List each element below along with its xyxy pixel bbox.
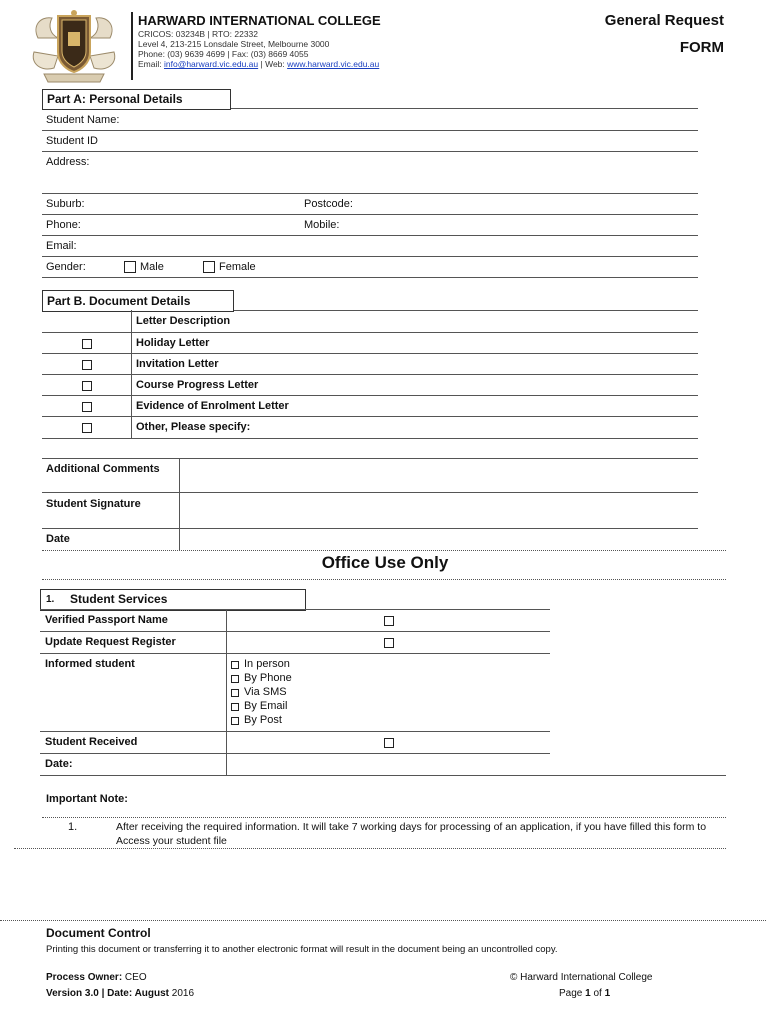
form-title-line2: FORM [679,39,724,56]
row-rule [42,492,698,493]
version-year: 2016 [169,988,195,999]
dotted-rule [14,848,726,849]
row-rule [42,277,698,278]
mobile-label: Mobile: [304,219,340,231]
web-label: Web: [265,59,288,69]
email-label: Email: [138,59,164,69]
course-progress-label: Course Progress Letter [136,379,259,391]
row-rule [42,353,698,354]
by-post-checkbox[interactable] [231,717,239,725]
row-rule [42,193,698,194]
enrolment-letter-label: Evidence of Enrolment Letter [136,400,289,412]
by-phone-checkbox[interactable] [231,675,239,683]
in-person-label: In person [244,658,290,670]
other-checkbox[interactable] [82,423,92,433]
part-b-heading-box [42,290,234,312]
student-id-label: Student ID [46,135,98,147]
crest-icon [28,8,120,84]
row-rule [42,130,698,131]
other-label: Other, Please specify: [136,421,251,433]
email-field-label: Email: [46,240,77,252]
part-b-title: Part B. Document Details [47,294,191,308]
invitation-letter-label: Invitation Letter [136,358,219,370]
process-owner-value: CEO [122,972,147,983]
suburb-label: Suburb: [46,198,85,210]
row-rule [42,374,698,375]
header-divider [131,12,133,80]
update-register-checkbox[interactable] [384,638,394,648]
by-email-label: By Email [244,700,288,712]
female-label: Female [219,261,256,273]
college-phone: Phone: (03) 9639 4699 | Fax: (03) 8669 4055 [138,49,309,59]
note-number: 1. [68,821,78,833]
page-label: Page [559,988,586,999]
college-address: Level 4, 213-215 Lonsdale Street, Melbourne 3000 [138,39,330,49]
letter-description-header: Letter Description [136,315,231,327]
part-a-title: Part A: Personal Details [47,92,183,106]
page-of: of [590,988,605,999]
gender-label: Gender: [46,261,86,273]
via-sms-label: Via SMS [244,686,287,698]
college-name: HARWARD INTERNATIONAL COLLEGE [138,13,381,28]
section-number: 1. [46,594,55,605]
holiday-letter-checkbox[interactable] [82,339,92,349]
part-a-heading-box [42,89,231,110]
row-rule [40,631,550,632]
row-rule [42,458,698,459]
student-received-checkbox[interactable] [384,738,394,748]
via-sms-checkbox[interactable] [231,689,239,697]
male-checkbox[interactable] [124,261,136,273]
page-current: 1 [585,988,591,999]
student-signature-label: Student Signature [46,498,141,510]
office-use-title: Office Use Only [321,553,449,572]
row-rule [42,332,698,333]
row-rule [42,151,698,152]
important-note-title: Important Note: [46,793,128,805]
by-email-checkbox[interactable] [231,703,239,711]
page-total: 1 [604,988,611,999]
row-rule [42,528,698,529]
address-label: Address: [46,156,90,168]
office-col-divider [226,609,227,775]
female-checkbox[interactable] [203,261,215,273]
uncontrolled-copy-notice: Printing this document or transferring it to another electronic format will result in the document being an uncontrolled copy. [46,944,558,955]
row-rule [42,235,698,236]
verified-passport-label: Verified Passport Name [45,614,168,626]
comments-col-divider [179,458,180,550]
web-link[interactable]: www.harward.vic.edu.au [287,59,380,69]
student-services-heading-box [40,589,306,611]
dotted-rule [42,579,726,580]
version-info [46,988,194,999]
row-rule [40,731,550,732]
student-services-title: Student Services [70,592,168,606]
office-date-label: Date: [45,758,73,770]
invitation-letter-checkbox[interactable] [82,360,92,370]
row-rule [40,653,550,654]
note-text-line2: Access your student file [116,835,227,847]
cricos-text: CRICOS: 03234B | RTO: 22332 [138,29,259,39]
row-rule [42,395,698,396]
note-text-line1: After receiving the required information. It will take 7 working days for processing of an application, if you have filled this form to [116,821,707,833]
informed-student-label: Informed student [45,658,135,670]
version-label: Version 3.0 | Date: August [46,988,170,999]
college-contact [138,59,379,69]
phone-label: Phone: [46,219,81,231]
course-progress-checkbox[interactable] [82,381,92,391]
dotted-rule [42,817,726,818]
row-rule [40,775,726,776]
row-rule [42,214,698,215]
postcode-label: Postcode: [304,198,353,210]
in-person-checkbox[interactable] [231,661,239,669]
dotted-rule [42,550,726,551]
form-title-line1: General Request [604,12,724,29]
college-logo [28,8,120,84]
contact-separator: | [258,59,266,69]
additional-comments-label: Additional Comments [46,463,160,475]
email-link[interactable]: info@harward.vic.edu.au [163,59,259,69]
footer-rule [0,920,766,921]
by-post-label: By Post [244,714,282,726]
date-label: Date [46,533,70,545]
row-rule [42,256,698,257]
verified-passport-checkbox[interactable] [384,616,394,626]
process-owner [46,972,147,983]
page-number [559,988,610,999]
row-rule [40,609,550,610]
process-owner-label: Process Owner: [46,972,123,983]
row-rule [42,416,698,417]
student-received-label: Student Received [45,736,138,748]
document-control-title: Document Control [46,926,151,940]
copyright-text: © Harward International College [510,972,653,983]
student-name-label: Student Name: [46,114,120,126]
row-rule [42,438,698,439]
by-phone-label: By Phone [244,672,292,684]
male-label: Male [140,261,164,273]
holiday-letter-label: Holiday Letter [136,337,210,349]
enrolment-letter-checkbox[interactable] [82,402,92,412]
update-register-label: Update Request Register [45,636,176,648]
row-rule [40,753,550,754]
